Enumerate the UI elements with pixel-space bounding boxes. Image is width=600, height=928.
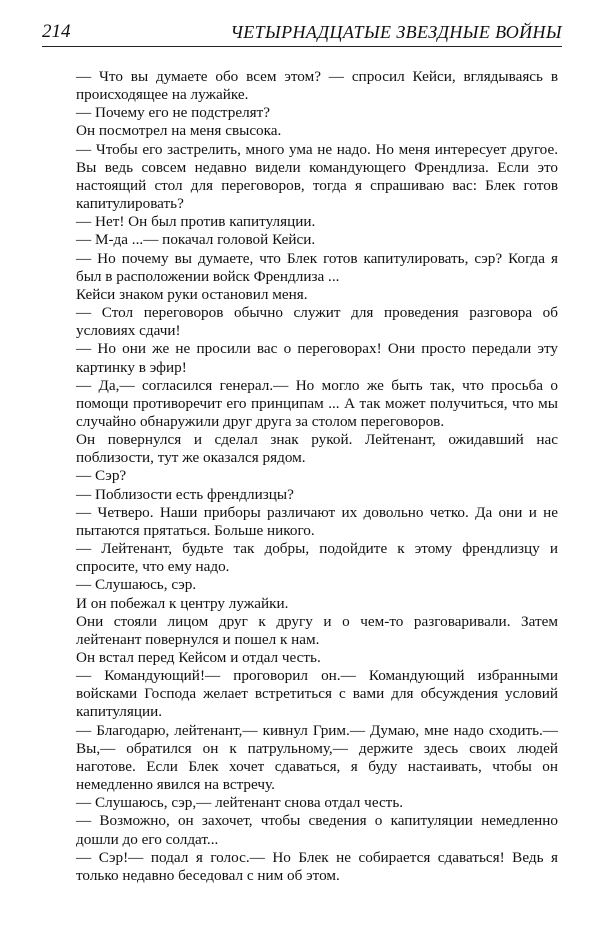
paragraph: — Почему его не подстрелят?	[76, 104, 271, 122]
paragraph: — Возможно, он захочет, чтобы сведения о капитуляции немедленно дошли до его солдат...	[76, 812, 558, 848]
paragraph: Он повернулся и сделал знак рукой. Лейтенант, ожидавший нас поблизости, тут же оказался рядом.	[76, 431, 558, 467]
paragraph: Они стояли лицом друг к другу и о чем-то разговаривали. Затем лейтенант повернулся и пошел к нам.	[76, 612, 558, 648]
paragraph: И он побежал к центру лужайки.	[76, 594, 289, 612]
paragraph: — Сэр!— подал я голос.— Но Блек не собирается сдаваться! Ведь я только недавно беседовал с ним об этом.	[76, 848, 558, 884]
paragraph: — М-да ...— покачал головой Кейси.	[76, 231, 316, 249]
paragraph: — Но почему вы думаете, что Блек готов капитулировать, сэр? Когда я был в расположении войск Френдлиза ...	[76, 249, 558, 285]
paragraph: — Нет! Он был против капитуляции.	[76, 213, 316, 231]
paragraph: — Командующий!— проговорил он.— Командующий избранными войсками Господа желает встретиться с вами для обсуждения условий капитуляции.	[76, 667, 558, 721]
paragraph: — Слушаюсь, сэр.	[76, 576, 197, 594]
paragraph: — Да,— согласился генерал.— Но могло же быть так, что просьба о помощи противоречит его принципам ... А так может получиться, что мы случайно обнаружили друг друга за столом переговоров.	[76, 376, 558, 430]
paragraph: — Что вы думаете обо всем этом? — спросил Кейси, вглядываясь в происходящее на лужайке.	[76, 68, 558, 104]
paragraph: — Стол переговоров обычно служит для проведения разговора об условиях сдачи!	[76, 304, 558, 340]
paragraph: — Лейтенант, будьте так добры, подойдите к этому френдлизцу и спросите, что ему надо.	[76, 540, 558, 576]
paragraph: Кейси знаком руки остановил меня.	[76, 285, 308, 303]
paragraph: — Но они же не просили вас о переговорах! Они просто передали эту картинку в эфир!	[76, 340, 558, 376]
running-title: ЧЕТЫРНАДЦАТЫЕ ЗВЕЗДНЫЕ ВОЙНЫ	[230, 22, 562, 42]
paragraph: — Четверо. Наши приборы различают их довольно четко. Да они и не пытаются прятаться. Больше никого.	[76, 503, 558, 539]
page-number: 214	[42, 21, 71, 42]
paragraph: — Поблизости есть френдлизцы?	[76, 485, 294, 503]
paragraph: Он встал перед Кейсом и отдал честь.	[76, 649, 321, 666]
paragraph: — Благодарю, лейтенант,— кивнул Грим.— Думаю, мне надо сходить.— Вы,— обратился он к патрульному,— держите здесь своих людей наготове. Если Блек хочет сдаваться, я буду настаивать, чтобы он немедленно явился на встречу.	[76, 721, 558, 794]
paragraph: — Сэр?	[76, 467, 127, 485]
paragraph: — Чтобы его застрелить, много ума не надо. Но меня интересует другое. Вы ведь совсем недавно видели командующего Френдлиза. Если это настоящий стол для переговоров, тогда я спрашиваю вас: Блек готов капитулировать?	[76, 140, 558, 213]
running-header	[42, 18, 562, 47]
paragraph: — Слушаюсь, сэр,— лейтенант снова отдал честь.	[76, 794, 404, 812]
body-text	[76, 68, 558, 885]
paragraph: Он посмотрел на меня свысока.	[76, 122, 282, 140]
